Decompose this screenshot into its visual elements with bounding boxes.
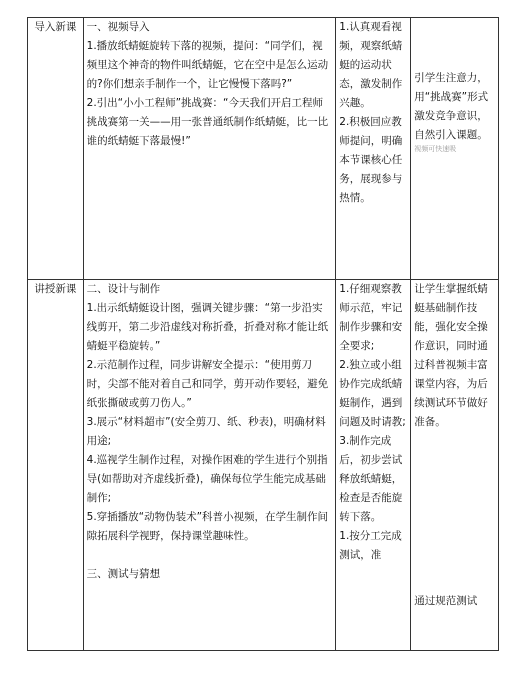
list-item: 1.出示纸蜻蜓设计图，强调关键步骤：“第一步沿实线剪开，第二步沿虚线对称折叠，折叠对称才能让纸蜻蜓平稳旋转。” [86, 302, 329, 352]
student-activity-cell [336, 280, 411, 651]
list-item: 2.示范制作过程，同步讲解安全提示：“使用剪刀时，尖部不能对着自己和同学，剪开动作要轻，避免纸张撕破或剪刀伤人。” [86, 359, 329, 409]
design-intent-text: 引学生注意力，用“挑战赛”形式激发竞争意识，自然引入课题。 [414, 72, 489, 141]
table-row [28, 280, 499, 651]
spacer [87, 546, 333, 565]
list-item: 3.展示“材料超市”(安全剪刀、纸、秒表)，明确材料用途; [86, 416, 326, 447]
teacher-activity-cell [83, 280, 336, 651]
student-activity-cell [336, 18, 411, 280]
list-item: 1.认真观看视频，观察纸蜻蜓的运动状态，激发制作兴趣。 [339, 21, 403, 109]
table-row [28, 18, 499, 280]
spacer [414, 432, 495, 592]
list-item: 3.制作完成后，初步尝试释放纸蜻蜓，检查是否能旋转下落。 [339, 435, 403, 523]
teacher-activity-cell [83, 18, 336, 280]
section-heading: 一、视频导入 [86, 21, 150, 33]
section-heading: 二、设计与制作 [86, 283, 161, 295]
lesson-plan-table [27, 17, 499, 651]
list-item: 4.巡视学生制作过程，对操作困难的学生进行个别指导(如帮助对齐虚线折叠)，确保每位学生能完成基础制作; [86, 454, 328, 504]
design-intent-text: 让学生掌握纸蜻蜓基础制作技能，强化安全操作意识，同时通过科普视频丰富课堂内容，为后续测试环节做好准备。 [414, 283, 488, 428]
stage-cell: 讲授新课 [28, 280, 84, 651]
list-item: 1.播放纸蜻蜓旋转下落的视频，提问：“同学们，视频里这个神奇的物件叫纸蜻蜓，它在空中是怎么运动的?你们想亲手制作一个，让它慢慢下落吗?” [86, 40, 329, 90]
design-intent-cell [411, 280, 499, 651]
list-item: 2.积极回应教师提问，明确本节课核心任务，展现参与热情。 [339, 116, 403, 204]
list-item: 2.引出“小小工程师”挑战赛：“今天我们开启工程师挑战赛第一关——用一张普通纸制作纸蜻蜓，比一比谁的纸蜻蜓下落最慢!” [86, 97, 329, 147]
faded-text: 视频可快速吸 [414, 145, 457, 153]
list-item: 2.独立或小组协作完成纸蜻蜓制作，遇到问题及时请教; [339, 359, 406, 428]
design-intent-cell [411, 18, 499, 280]
list-item: 1.仔细观察教师示范，牢记制作步骤和安全要求; [339, 283, 403, 352]
list-item: 1.按分工完成测试，准 [339, 530, 402, 561]
stage-cell: 导入新课 [28, 18, 84, 280]
section-heading: 三、测试与猜想 [86, 568, 161, 580]
design-intent-text: 通过规范测试 [414, 595, 478, 607]
list-item: 5.穿插播放“动物伪装术”科普小视频，在学生制作间隙拓展科学视野，保持课堂趣味性。 [86, 511, 329, 542]
